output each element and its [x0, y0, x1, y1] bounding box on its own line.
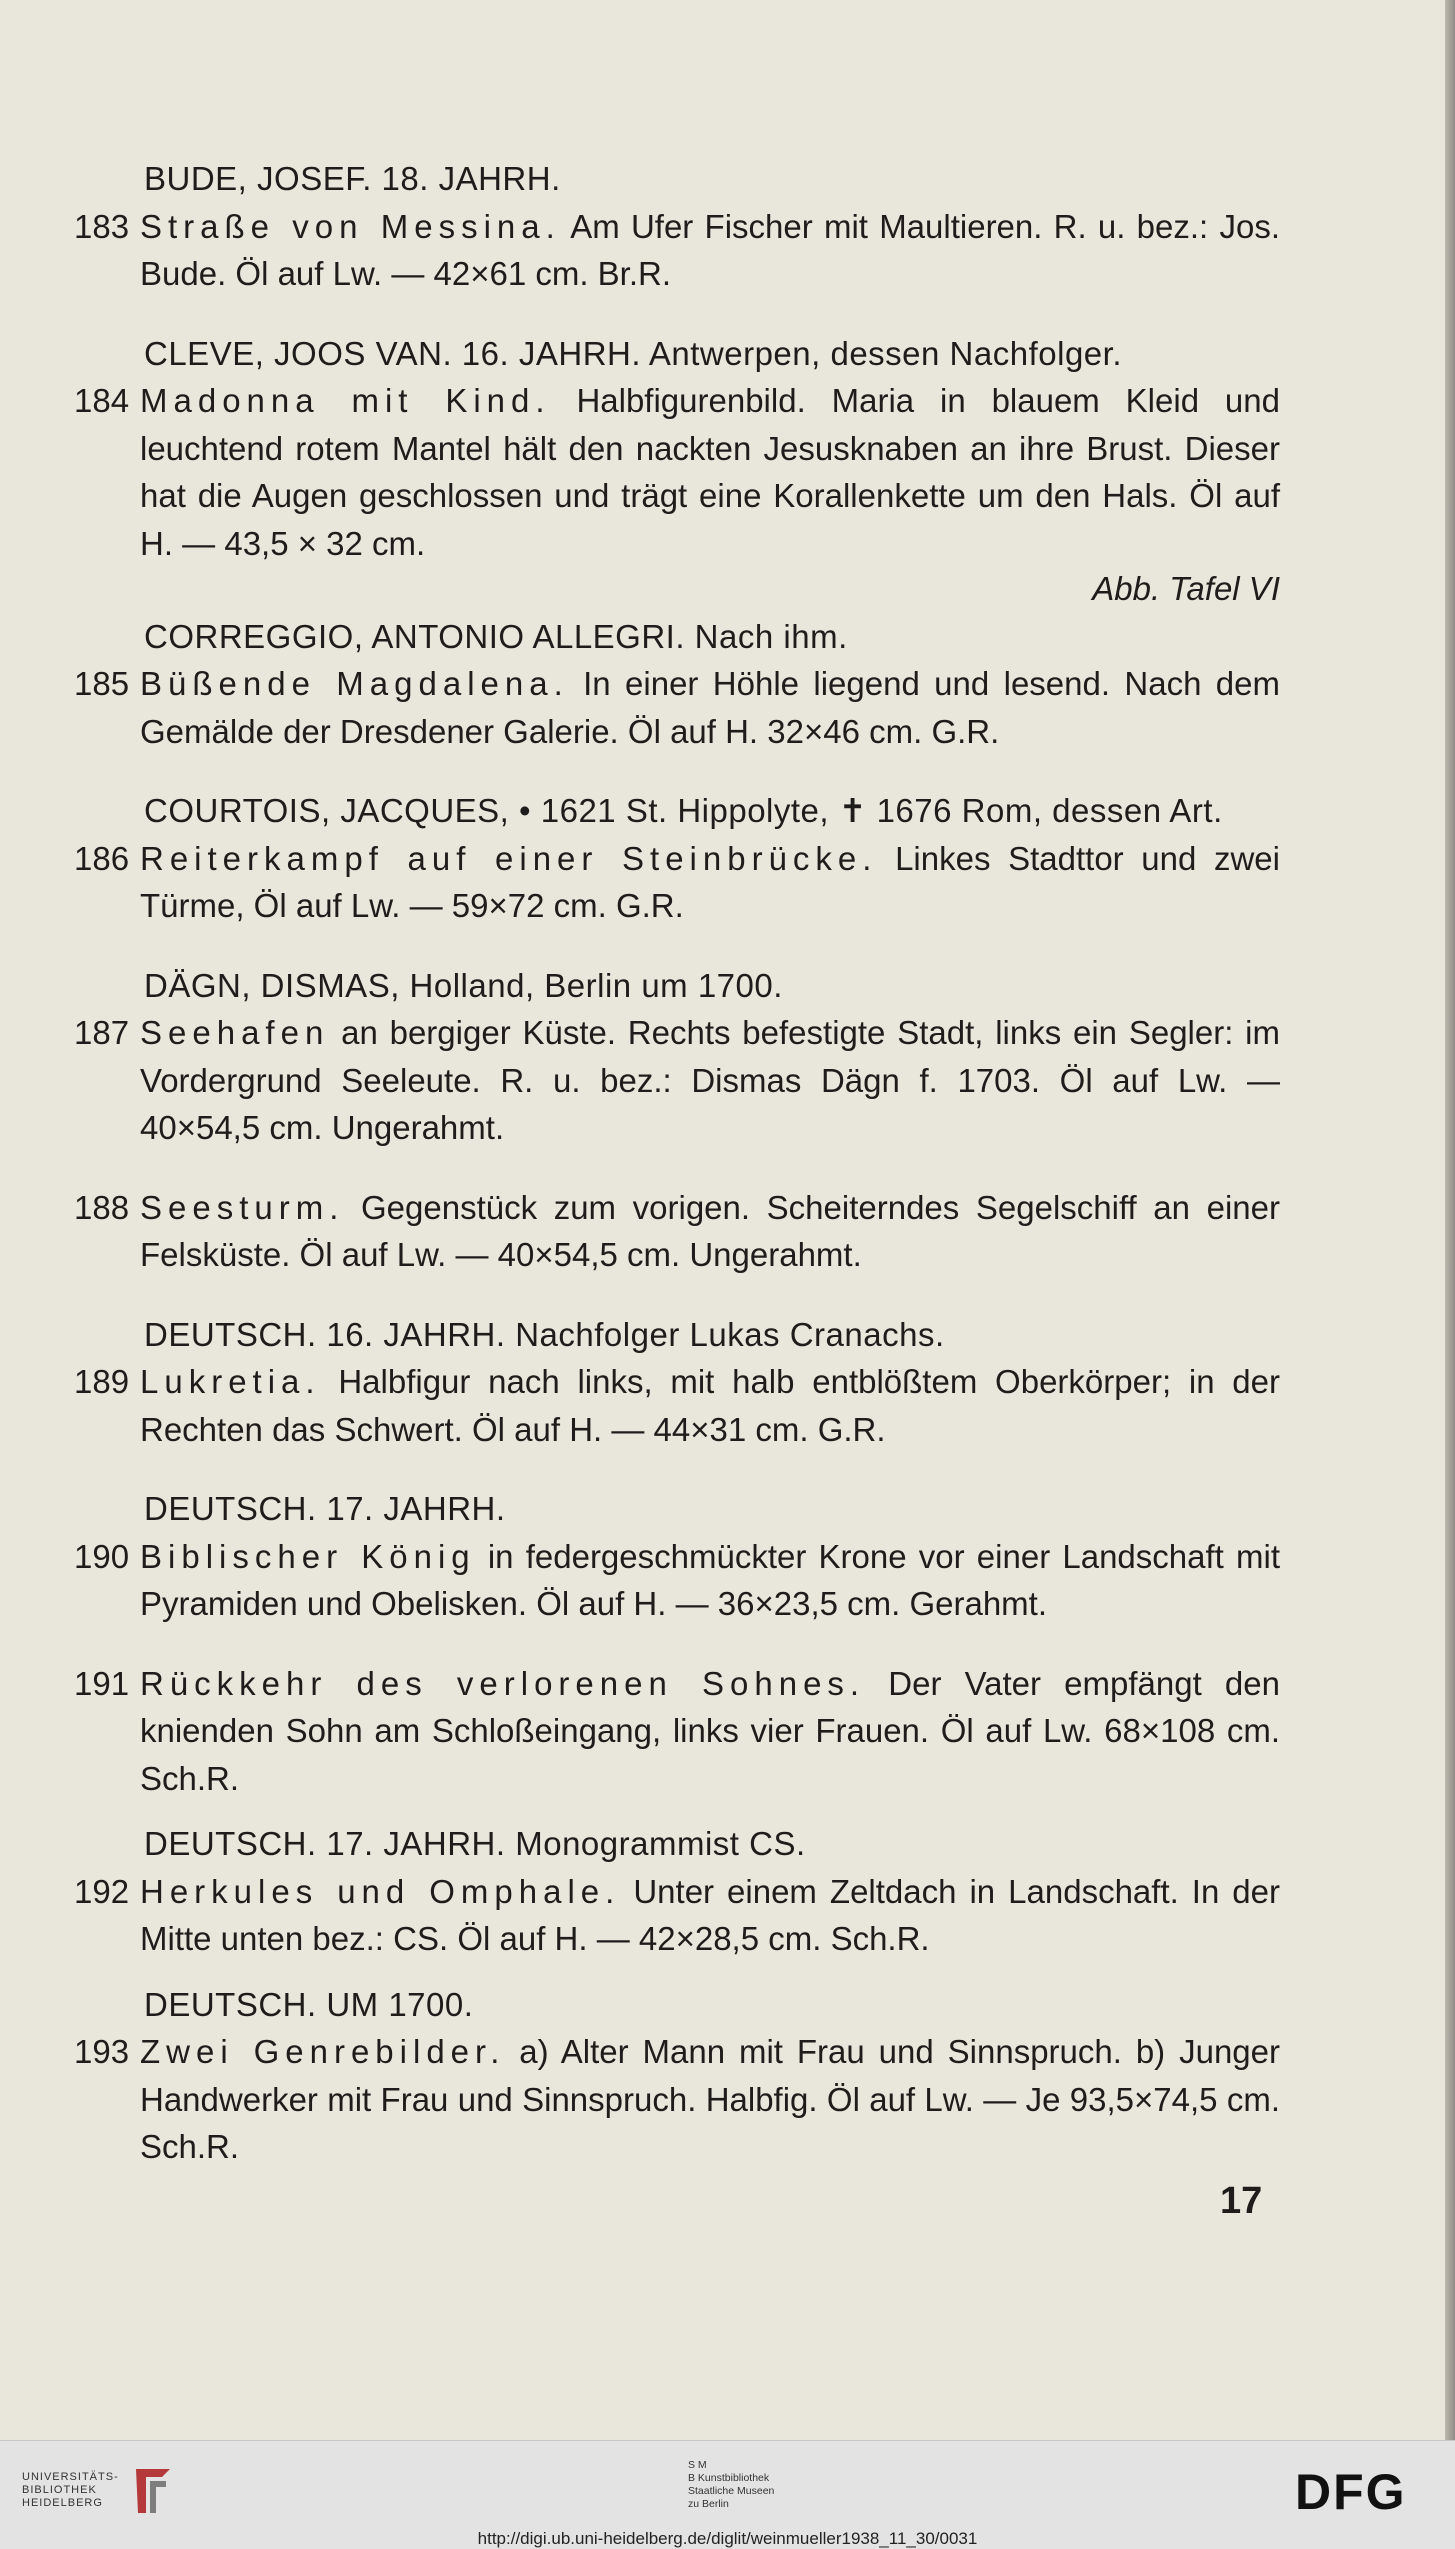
page-number: 17	[1220, 2180, 1263, 2222]
lot-title: Herkules und Omphale.	[140, 1872, 621, 1910]
catalog-entry	[74, 1184, 1280, 1279]
lot-description: a) Alter Mann mit Frau und Sinnspruch. b) Junger Handwerker mit Frau und Sinnspruch. Halbfig. Öl auf Lw. — Je 93,5×74,5 cm. Sch.R.	[140, 2033, 1280, 2165]
catalog-entry	[74, 1358, 1280, 1453]
lot-title: Biblischer König	[140, 1537, 476, 1575]
lot-number: 190	[74, 1537, 130, 1575]
page-edge	[1445, 0, 1455, 2440]
lot-description: Am Ufer Fischer mit Maultieren. R. u. bez.: Jos. Bude. Öl auf Lw. — 42×61 cm. Br.R.	[140, 207, 1280, 292]
university-seal-icon	[132, 2463, 174, 2519]
catalog-entry	[74, 377, 1280, 567]
lot-number: 184	[74, 382, 130, 419]
lot-description: in federgeschmückter Krone vor einer Landschaft mit Pyramiden und Obelisken. Öl auf H. — 36×23,5 cm. Gerahmt.	[140, 1537, 1280, 1622]
lot-title: Seehafen	[140, 1014, 330, 1051]
logo-line: B Kunstbibliothek	[688, 2472, 770, 2484]
university-library-logo[interactable]	[22, 2471, 119, 2510]
lot-title: Straße von Messina.	[140, 207, 561, 245]
catalog-entry	[74, 203, 1280, 298]
plate-reference: Abb. Tafel VI	[1092, 570, 1280, 607]
lot-number: 189	[74, 1363, 130, 1400]
artist-heading: CLEVE, JOOS VAN. 16. JAHRH. Antwerpen, dessen Nachfolger.	[144, 334, 1122, 372]
catalog-entry	[74, 1533, 1280, 1628]
lot-title: Madonna mit Kind.	[140, 382, 551, 419]
artist-heading: DEUTSCH. 17. JAHRH.	[144, 1490, 506, 1527]
logo-line: UNIVERSITÄTS-	[22, 2471, 119, 2483]
lot-number: 192	[74, 1872, 130, 1910]
lot-title: Lukretia.	[140, 1363, 321, 1400]
catalog-entry	[74, 1868, 1280, 1963]
logo-line: Staatliche Museen	[688, 2485, 775, 2497]
lot-number: 183	[74, 207, 130, 245]
lot-description: Gegenstück zum vorigen. Scheiterndes Segelschiff an einer Felsküste. Öl auf Lw. — 40×54,5 cm. Ungerahmt.	[140, 1188, 1280, 1273]
lot-number: 193	[74, 2033, 130, 2070]
lot-description: Der Vater empfängt den knienden Sohn am Schloßeingang, links vier Frauen. Öl auf Lw. 68×108 cm. Sch.R.	[140, 1664, 1280, 1797]
lot-description: Halbfigur nach links, mit halb entblößtem Oberkörper; in der Rechten das Schwert. Öl auf H. — 44×31 cm. G.R.	[140, 1363, 1280, 1448]
lot-title: Reiterkampf auf einer Steinbrücke.	[140, 839, 878, 877]
lot-number: 191	[74, 1664, 130, 1702]
lot-description: Unter einem Zeltdach in Landschaft. In der Mitte unten bez.: CS. Öl auf H. — 42×28,5 cm. Sch.R.	[140, 1872, 1280, 1957]
artist-heading: COURTOIS, JACQUES, • 1621 St. Hippolyte, ✝ 1676 Rom, dessen Art.	[144, 792, 1223, 829]
catalog-entry	[74, 835, 1280, 930]
artist-heading: DEUTSCH. UM 1700.	[144, 1985, 474, 2023]
logo-line: BIBLIOTHEK	[22, 2484, 97, 2496]
catalog-entry	[74, 660, 1280, 755]
lot-description: Linkes Stadttor und zwei Türme, Öl auf Lw. — 59×72 cm. G.R.	[140, 839, 1280, 924]
logo-line: zu Berlin	[688, 2498, 729, 2510]
lot-title: Zwei Genrebilder.	[140, 2033, 506, 2070]
dfg-logo[interactable]: DFG	[1295, 2464, 1407, 2520]
artist-heading: DÄGN, DISMAS, Holland, Berlin um 1700.	[144, 966, 783, 1004]
lot-description: an bergiger Küste. Rechts befestigte Stadt, links ein Segler: im Vordergrund Seeleute. R. u. bez.: Dismas Dägn f. 1703. Öl auf Lw. — 40×54,5 cm. Ungerahmt.	[140, 1014, 1280, 1146]
lot-title: Büßende Magdalena.	[140, 665, 569, 702]
kunstbibliothek-logo[interactable]	[688, 2459, 774, 2511]
catalog-entry	[74, 1660, 1280, 1803]
lot-number: 186	[74, 839, 130, 877]
catalog-entry	[74, 2028, 1280, 2171]
lot-number: 187	[74, 1014, 130, 1051]
source-url[interactable]: http://digi.ub.uni-heidelberg.de/diglit/weinmueller1938_11_30/0031	[477, 2529, 978, 2548]
catalog-entries	[74, 155, 1280, 2171]
catalog-entry	[74, 1009, 1280, 1152]
logo-line: S M	[688, 2459, 707, 2471]
lot-description: Halbfigurenbild. Maria in blauem Kleid und leuchtend rotem Mantel hält den nackten Jesusknaben an ihre Brust. Dieser hat die Augen geschlossen und trägt eine Korallenkette um den Hals. Öl auf H. — 43,5 × 32 cm.	[140, 382, 1280, 562]
lot-title: Rückkehr des verlorenen Sohnes.	[140, 1664, 866, 1702]
artist-heading: DEUTSCH. 17. JAHRH. Monogrammist CS.	[144, 1825, 806, 1862]
lot-title: Seesturm.	[140, 1188, 345, 1226]
logo-line: HEIDELBERG	[22, 2497, 103, 2509]
lot-description: In einer Höhle liegend und lesend. Nach dem Gemälde der Dresdener Galerie. Öl auf H. 32×46 cm. G.R.	[140, 665, 1280, 750]
digitization-footer	[0, 2440, 1455, 2549]
artist-heading: CORREGGIO, ANTONIO ALLEGRI. Nach ihm.	[144, 617, 848, 655]
artist-heading: DEUTSCH. 16. JAHRH. Nachfolger Lukas Cranachs.	[144, 1315, 945, 1353]
lot-number: 185	[74, 665, 130, 702]
lot-number: 188	[74, 1188, 130, 1226]
artist-heading: BUDE, JOSEF. 18. JAHRH.	[144, 160, 561, 197]
